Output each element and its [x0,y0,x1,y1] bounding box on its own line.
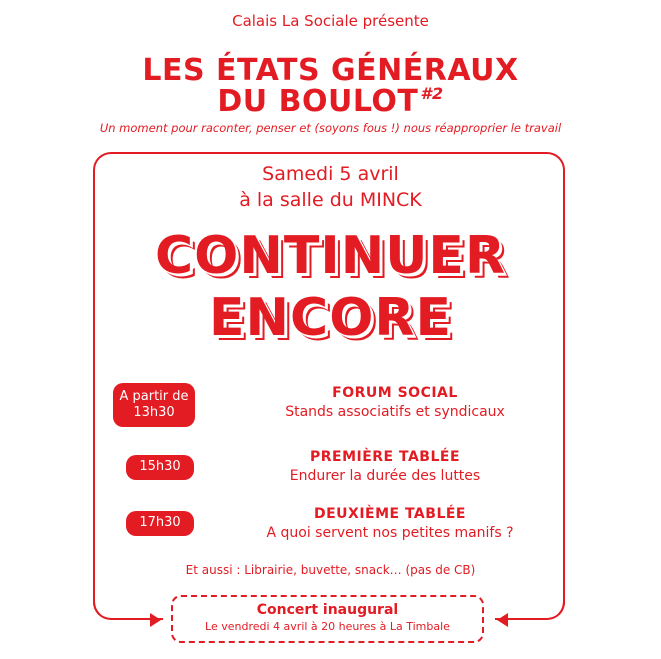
event-date: Samedi 5 avril [262,163,399,185]
arrow-left-icon [497,613,508,627]
edition-number: #2 [420,84,444,103]
poster-title-text: DU BOULOT [217,84,419,119]
concert-title: Concert inaugural [256,602,399,618]
concert-details: Le vendredi 4 avril à 20 heures à La Timbale [205,620,450,633]
session-time-badge: 17h30 [126,511,194,536]
presenter-line: Calais La Sociale présente [232,12,429,30]
arrow-right-icon [150,613,161,627]
session-time-badge: A partir de 13h30 [113,383,195,427]
extras-note: Et aussi : Librairie, buvette, snack… (pas de CB) [185,563,476,577]
session-title: PREMIÈRE TABLÉE [309,449,461,465]
event-venue: à la salle du MINCK [239,189,422,211]
tagline: Un moment pour raconter, penser et (soyons fous !) nous réapproprier le travail [99,121,562,135]
poster-title-line2 [0,86,661,122]
session-time-badge: 15h30 [126,455,194,480]
session-subtitle: Endurer la durée des luttes [289,468,481,484]
session-title: DEUXIÈME TABLÉE [313,506,466,522]
poster-title-line1: LES ÉTATS GÉNÉRAUX [142,53,519,88]
session-title: FORUM SOCIAL [332,385,458,401]
concert-box [171,595,484,643]
headline-line1: CONTINUER [154,226,506,286]
session-subtitle: A quoi servent nos petites manifs ? [266,525,514,541]
headline-line2: ENCORE [209,288,452,348]
session-subtitle: Stands associatifs et syndicaux [285,404,505,420]
